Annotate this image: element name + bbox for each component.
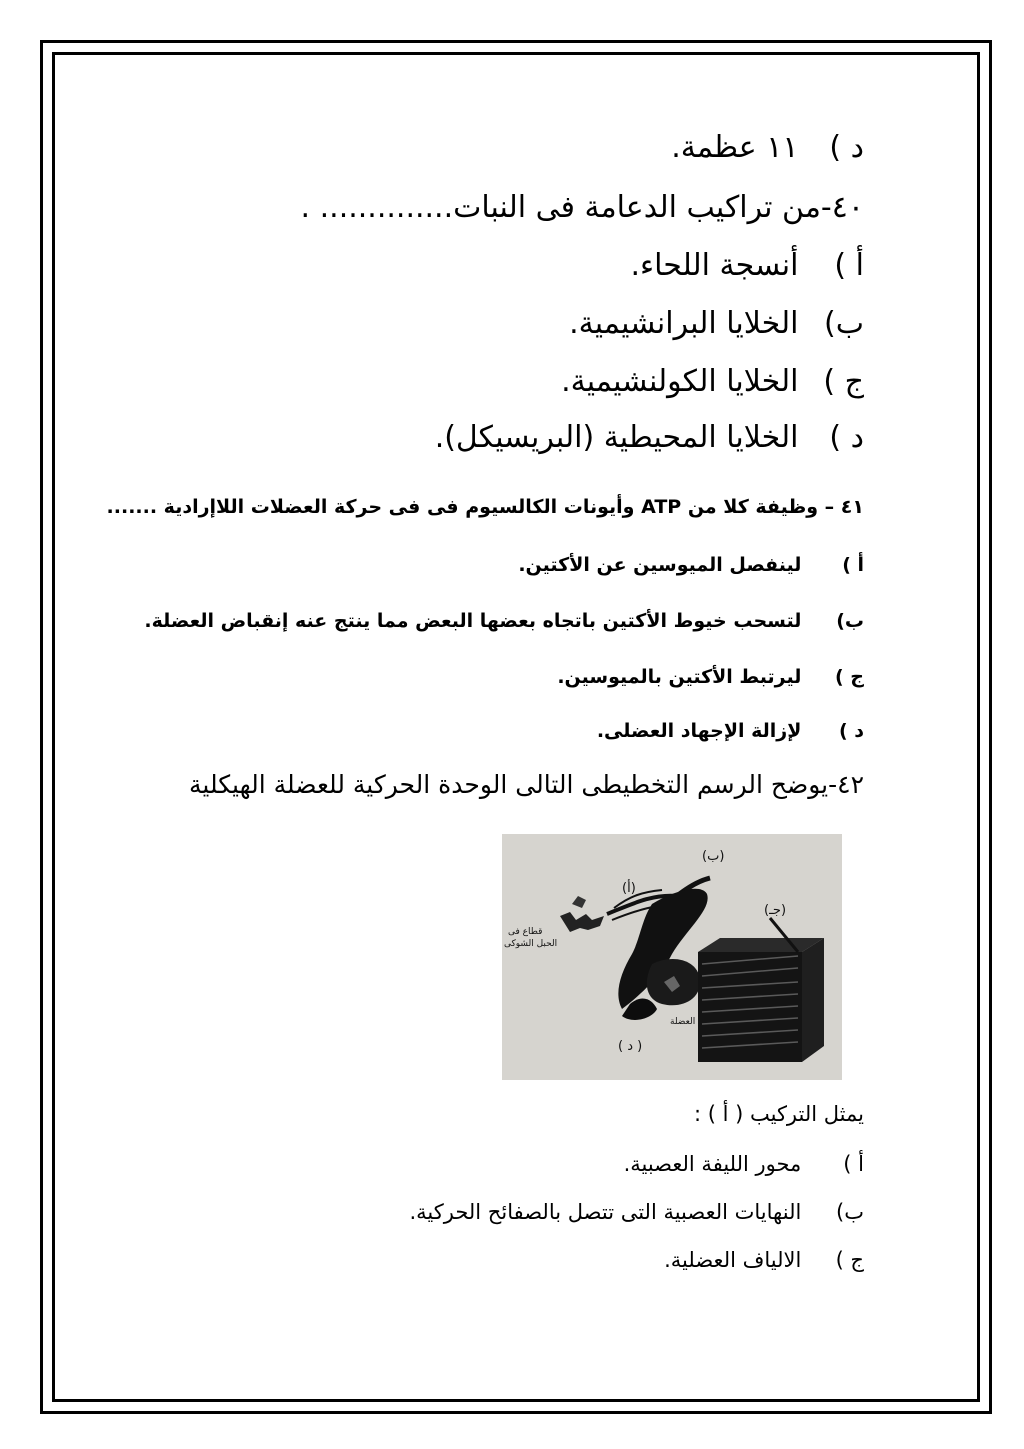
option-label: أ ) (842, 554, 864, 576)
q41-option-d (597, 720, 864, 742)
option-text: لينفصل الميوسين عن الأكتين. (518, 554, 802, 576)
option-text: الخلايا البرانشيمية. (569, 306, 799, 341)
q40-option-c (561, 364, 864, 399)
option-label: ب) (824, 306, 864, 341)
q41-option-c (557, 666, 864, 688)
q40-option-b (569, 306, 864, 341)
label-spinal-cord-1: قطاع فى (508, 927, 543, 937)
option-label: ب) (836, 610, 864, 632)
q40-option-a (630, 248, 864, 283)
option-text: أنسجة اللحاء. (630, 248, 799, 283)
option-label: ج ) (835, 666, 864, 688)
label-muscle: العضلة (670, 1017, 696, 1027)
motor-unit-diagram (502, 834, 842, 1080)
option-label: د ) (829, 130, 864, 165)
option-label: أ ) (834, 248, 864, 283)
label-a: (أ) (622, 881, 636, 896)
label-c: (جـ) (764, 903, 787, 918)
option-text: لإزالة الإجهاد العضلى. (596, 720, 802, 742)
option-text: النهايات العصبية التى تتصل بالصفائح الحركية. (409, 1200, 802, 1224)
q42-option-a (624, 1152, 864, 1176)
label-spinal-cord-2: الحبل الشوكى (504, 939, 558, 949)
option-label: أ ) (843, 1152, 864, 1176)
option-text: محور الليفة العصبية. (623, 1152, 802, 1176)
q42-option-b (409, 1200, 864, 1224)
label-b: (ب) (702, 849, 725, 864)
option-label: ب) (836, 1200, 864, 1224)
q41-option-a (518, 554, 864, 576)
option-label: د ) (829, 420, 864, 455)
option-text: ليرتبط الأكتين بالميوسين. (557, 666, 802, 688)
option-text: ١١ عظمة. (671, 130, 799, 165)
q42-question: ٤٢-يوضح الرسم التخطيطى التالى الوحدة الحركية للعضلة الهيكلية (189, 770, 864, 799)
q41-question: ٤١ – وظيفة كلا من ATP وأيونات الكالسيوم فى فى حركة العضلات اللاإرادية ....... (106, 496, 864, 518)
option-text: الخلايا المحيطية (البريسيكل). (434, 420, 799, 455)
option-text: الالياف العضلية. (664, 1248, 802, 1272)
q41-option-b (144, 610, 864, 632)
q42-option-c (664, 1248, 864, 1272)
option-text: لتسحب خيوط الأكتين باتجاه بعضها البعض مما ينتج عنه إنقباض العضلة. (144, 610, 802, 632)
option-label: د ) (838, 720, 864, 742)
label-d: ( د ) (618, 1039, 643, 1054)
option-text: الخلايا الكولنشيمية. (561, 364, 799, 399)
option-label: ج ) (823, 364, 864, 399)
option-label: ج ) (835, 1248, 864, 1272)
q40-question: ٤٠-من تراكيب الدعامة فى النبات.............. . (300, 190, 864, 225)
motor-unit-figure (502, 834, 842, 1080)
q40-option-d (435, 420, 864, 455)
q39-option-d (671, 130, 864, 165)
q42-sub-question: يمثل التركيب ( أ ) : (693, 1102, 864, 1126)
